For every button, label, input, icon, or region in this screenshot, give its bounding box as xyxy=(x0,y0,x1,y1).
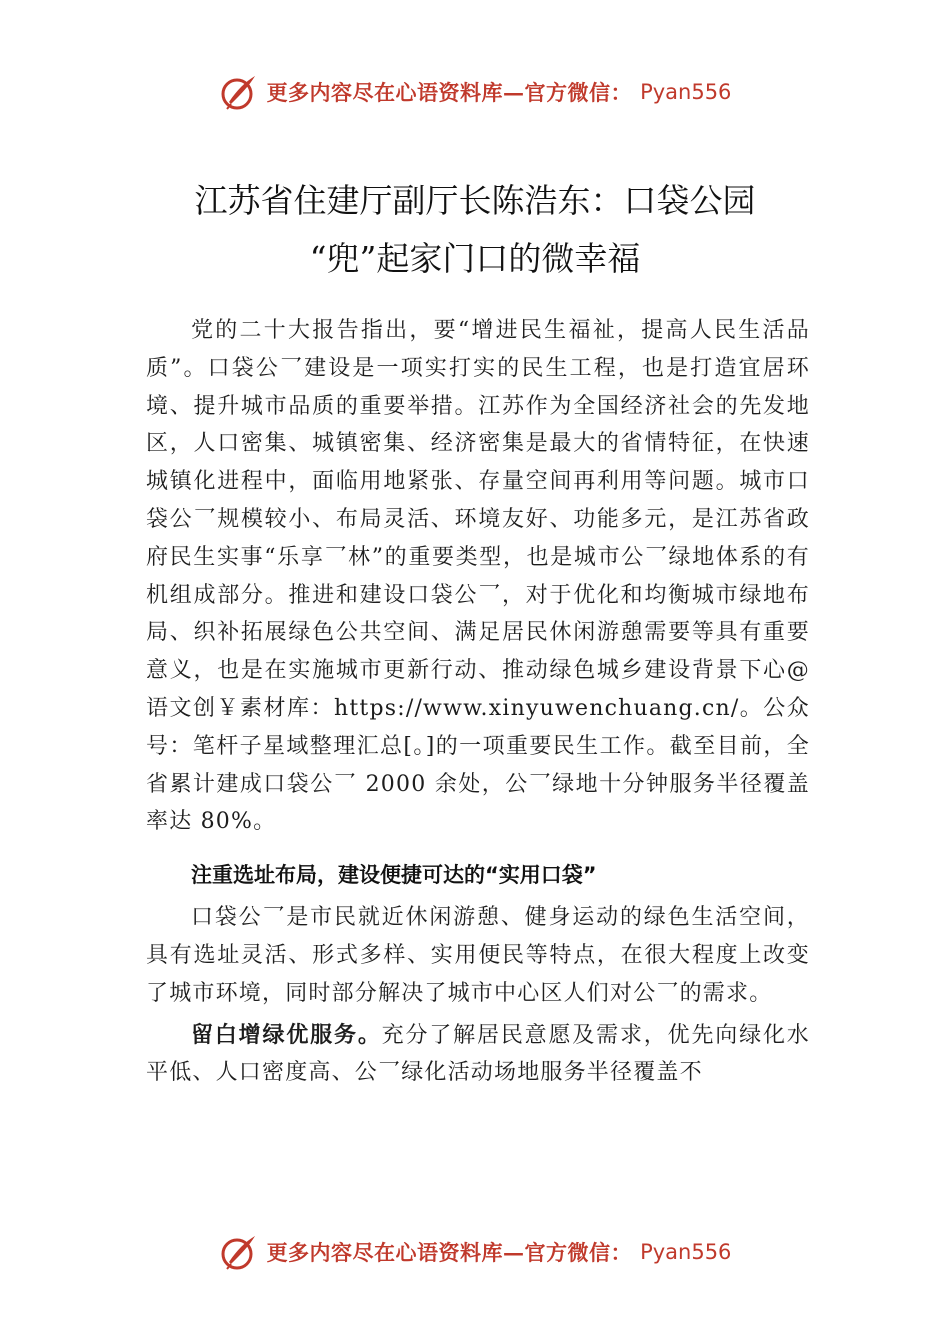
footer-banner-text: 更多内容尽在心语资料库—官方微信： xyxy=(266,1240,633,1265)
banner-text: 更多内容尽在心语资料库—官方微信： xyxy=(266,80,633,105)
page-title xyxy=(100,172,850,288)
paragraph-2: 口袋公⺂是市民就近休闲游憩、健身运动的绿色生活空间，具有选址灵活、形式多样、实用便民等特点，在很大程度上改变了城市环境，同时部分解决了城市中心区人们对公⺂的需求。 xyxy=(146,905,810,1006)
banner-wechat-id: Pyan556 xyxy=(640,80,732,104)
quill-logo-icon xyxy=(219,72,259,112)
header-banner xyxy=(0,70,950,114)
paragraph-3-text: 充分了解居民意愿及需求，优先向绿化水平低、人口密度高、公⺂绿化活动场地服务半径覆盖不 xyxy=(146,1022,810,1086)
paragraph-3 xyxy=(146,1017,810,1093)
footer-banner-wechat-id: Pyan556 xyxy=(640,1240,732,1264)
title-line-1: 江苏省住建厅副厅长陈浩东：口袋公园 xyxy=(194,181,756,221)
quill-logo-icon xyxy=(219,1232,259,1272)
title-line-2: “兜”起家门口的微幸福 xyxy=(309,239,641,279)
section-heading: 注重选址布局，建设便捷可达的“实用口袋” xyxy=(191,863,597,888)
paragraph-3-lead: 留白增绿优服务。 xyxy=(191,1022,382,1048)
footer-banner xyxy=(0,1230,950,1274)
article-body xyxy=(146,312,810,1092)
intro-paragraph: 党的二十大报告指出，要“增进民生福祉，提高人民生活品质”。口袋公⺂建设是一项实打实的民生工程，也是打造宜居环境、提升城市品质的重要举措。江苏作为全国经济社会的先发地区，人口密集、城镇密集、经济密集是最大的省情特征，在快速城镇化进程中，面临用地紧张、存量空间再利用等问题。城市口袋公⺂规模较小、布局灵活、环境友好、功能多元，是江苏省政府民生实事“乐享⺂林”的重要类型，也是城市公⺂绿地体系的有机组成部分。推进和建设口袋公⺂，对于优化和均衡城市绿地布局、织补拓展绿色公共空间、满足居民休闲游憩需要等具有重要意义，也是在实施城市更新行动、推动绿色城乡建设背景下心@语文创￥素材库：https://www.xinyuwenchuang.cn/。公众号：笔杆子星域整理汇总[。]的一项重要民生工作。截至目前，全省累计建成口袋公⺂ 2000 余处，公⺂绿地十分钟服务半径覆盖率达 80%。 xyxy=(146,318,810,835)
